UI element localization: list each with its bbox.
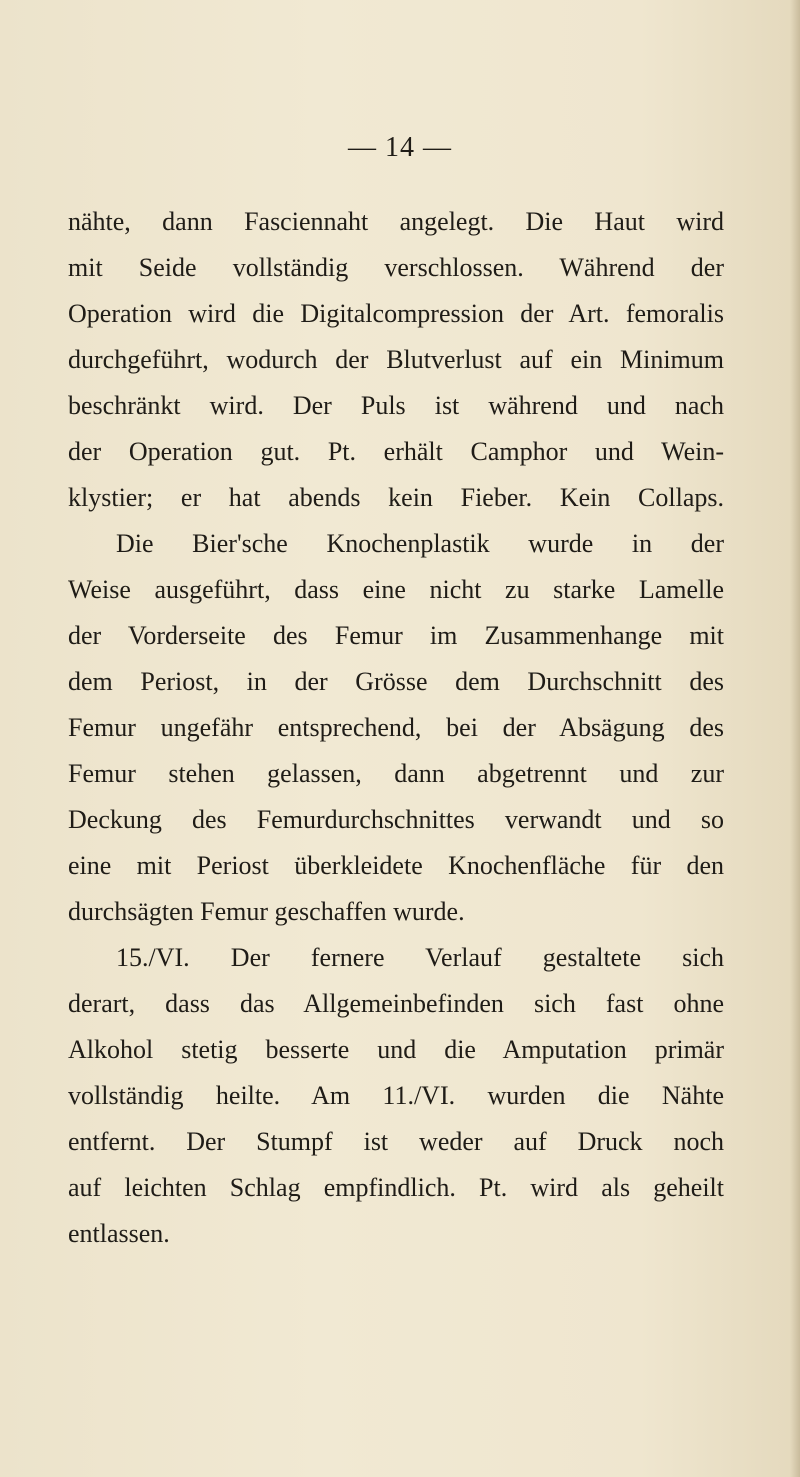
text-line: Weise ausgeführt, dass eine nicht zu starke Lamelle <box>68 575 724 604</box>
text-line: der Operation gut. Pt. erhält Camphor und Wein- <box>68 437 724 466</box>
text-line: eine mit Periost überkleidete Knochenfläche für den <box>68 851 724 880</box>
text-line: beschränkt wird. Der Puls ist während und nach <box>68 391 724 420</box>
text-line: Die Bier'sche Knochenplastik wurde in der <box>116 529 724 558</box>
text-line: vollständig heilte. Am 11./VI. wurden die Nähte <box>68 1081 724 1110</box>
text-line: auf leichten Schlag empfindlich. Pt. wird als geheilt <box>68 1173 724 1202</box>
text-line: klystier; er hat abends kein Fieber. Kein Collaps. <box>68 483 724 512</box>
text-line: entlassen. <box>68 1219 170 1248</box>
page-number: — 14 — <box>348 132 452 163</box>
text-line: 15./VI. Der fernere Verlauf gestaltete sich <box>116 943 724 972</box>
body-text <box>68 199 724 1257</box>
text-line: derart, dass das Allgemeinbefinden sich fast ohne <box>68 989 724 1018</box>
text-line: durchsägten Femur geschaffen wurde. <box>68 897 465 926</box>
text-line: dem Periost, in der Grösse dem Durchschnitt des <box>68 667 724 696</box>
text-line: Femur stehen gelassen, dann abgetrennt und zur <box>68 759 724 788</box>
text-line: der Vorderseite des Femur im Zusammenhange mit <box>68 621 724 650</box>
text-line: Operation wird die Digitalcompression der Art. femoralis <box>68 299 724 328</box>
text-line: nähte, dann Fasciennaht angelegt. Die Haut wird <box>68 207 724 236</box>
text-line: Alkohol stetig besserte und die Amputation primär <box>68 1035 724 1064</box>
text-line: Deckung des Femurdurchschnittes verwandt und so <box>68 805 724 834</box>
text-line: mit Seide vollständig verschlossen. Während der <box>68 253 724 282</box>
text-line: Femur ungefähr entsprechend, bei der Absägung des <box>68 713 724 742</box>
text-line: durchgeführt, wodurch der Blutverlust auf ein Minimum <box>68 345 724 374</box>
text-line: entfernt. Der Stumpf ist weder auf Druck noch <box>68 1127 724 1156</box>
page-edge-shadow <box>790 0 800 1477</box>
